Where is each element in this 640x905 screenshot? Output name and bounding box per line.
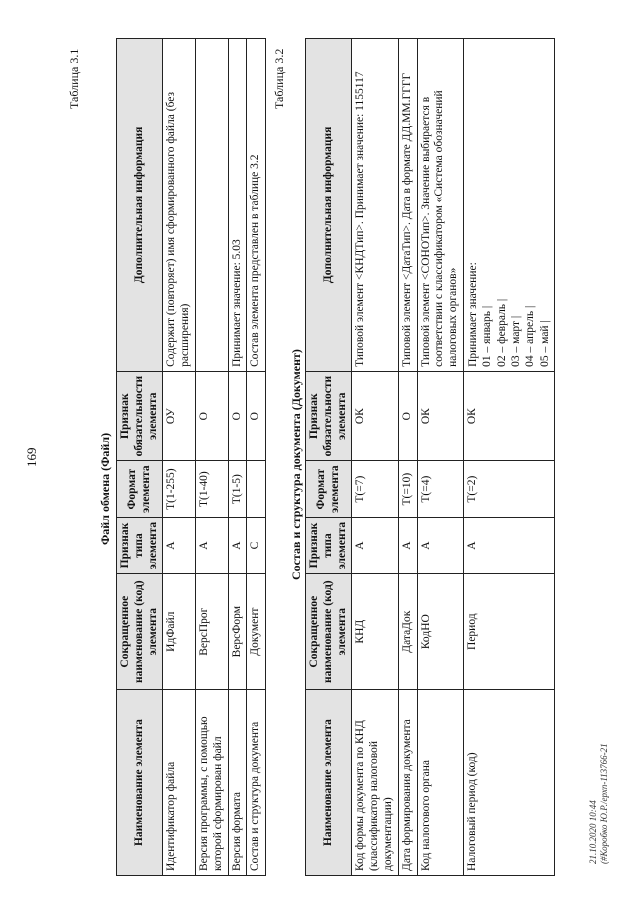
table-cell: Код налогового органа [417,690,463,876]
table-cell: Типовой элемент <ДатаТип>. Дата в формате ДД.ММ.ГГГГ [398,39,417,372]
table-row [195,39,228,876]
table-cell: T(1-5) [228,461,247,517]
header-cell: Дополнительная информация [306,39,352,372]
table-cell: ВерсФорм [228,574,247,690]
table-cell: КНД [352,574,398,690]
table-header-row [117,39,163,876]
header-cell: Признак типа элемента [117,517,163,573]
table-cell: О [228,371,247,461]
table-row [163,39,196,876]
list-item: 01 – январь | [481,305,494,367]
table-cell: ИдФайл [163,574,196,690]
list-item: 05 – май | [538,320,551,367]
table-cell: Идентификатор файла [163,690,196,876]
table-cell: Документ [247,574,266,690]
header-cell: Сокращенное наименование (код) элемента [117,574,163,690]
table-cell: Состав и структура документа [247,690,266,876]
table-cell: А [398,517,417,573]
list-item: 02 – февраль | [495,298,508,367]
list-item: 04 – апрель | [524,305,537,367]
header-cell: Наименование элемента [306,690,352,876]
table-cell: ОК [463,371,554,461]
table-cell: Период [463,574,554,690]
table-cell: T(=2) [463,461,554,517]
table-cell [195,39,228,372]
table-cell: Версия программы, с помощью которой сформирован файл [195,690,228,876]
table-cell: О [398,371,417,461]
table-cell: С [247,517,266,573]
table-row [463,39,554,876]
header-cell: Формат элемента [117,461,163,517]
document-structure-table [305,38,555,876]
table-cell: Принимает значение: 5.03 [228,39,247,372]
table-cell: КодНО [417,574,463,690]
stamp-registry: (#Коробко Ю.Р./ерхп-113766-21 [598,743,609,864]
header-cell: Формат элемента [306,461,352,517]
table-cell [463,39,554,372]
table-cell: А [352,517,398,573]
period-intro: Принимает значение: [466,262,479,367]
header-cell: Сокращенное наименование (код) элемента [306,574,352,690]
table-cell: А [417,517,463,573]
table-cell: ВерсПрог [195,574,228,690]
header-cell: Признак обязательности элемента [306,371,352,461]
table-header-row [306,39,352,876]
table-cell: Налоговый период (код) [463,690,554,876]
table2-title: Состав и структура документа (Документ) [289,349,303,580]
table1-caption: Таблица 3.1 [67,48,81,109]
table-cell: А [228,517,247,573]
stamp-date: 21.10.2020 10:44 [588,800,598,864]
table-cell: T(=7) [352,461,398,517]
table-cell: Код формы документа по КНД (классификатор налоговой документации) [352,690,398,876]
header-cell: Дополнительная информация [117,39,163,372]
table-cell: ДатаДок [398,574,417,690]
table-cell: Версия формата [228,690,247,876]
table-cell: ОУ [163,371,196,461]
table-cell [247,461,266,517]
file-exchange-table [116,38,266,876]
table-cell: Типовой элемент <СОНОТип>. Значение выбирается в соответствии с классификатором «Система обозначений налоговых органов» [417,39,463,372]
table-cell: Дата формирования документа [398,690,417,876]
header-cell: Признак типа элемента [306,517,352,573]
table-row [417,39,463,876]
table-cell: T(=10) [398,461,417,517]
table-cell: Типовой элемент <КНДТип>. Принимает значение: 1155117 [352,39,398,372]
table-cell: T(1-40) [195,461,228,517]
table-cell: T(=4) [417,461,463,517]
table-cell: А [163,517,196,573]
table-cell: А [463,517,554,573]
table-cell: А [195,517,228,573]
page-number: 169 [24,447,39,467]
registration-stamp [588,743,610,864]
table-cell: T(1-255) [163,461,196,517]
table-cell: Содержит (повторяет) имя сформированного файла (без расширения) [163,39,196,372]
header-cell: Наименование элемента [117,690,163,876]
table-cell: ОК [352,371,398,461]
table-cell: Состав элемента представлен в таблице 3.2 [247,39,266,372]
list-item: 03 – март | [510,315,523,367]
header-cell: Признак обязательности элемента [117,371,163,461]
table-cell: О [247,371,266,461]
table-cell: О [195,371,228,461]
table-row [352,39,398,876]
table-row [398,39,417,876]
table-row [228,39,247,876]
table1-title: Файл обмена (Файл) [98,432,112,545]
table2-caption: Таблица 3.2 [272,48,286,109]
table-cell: ОК [417,371,463,461]
table-row [247,39,266,876]
